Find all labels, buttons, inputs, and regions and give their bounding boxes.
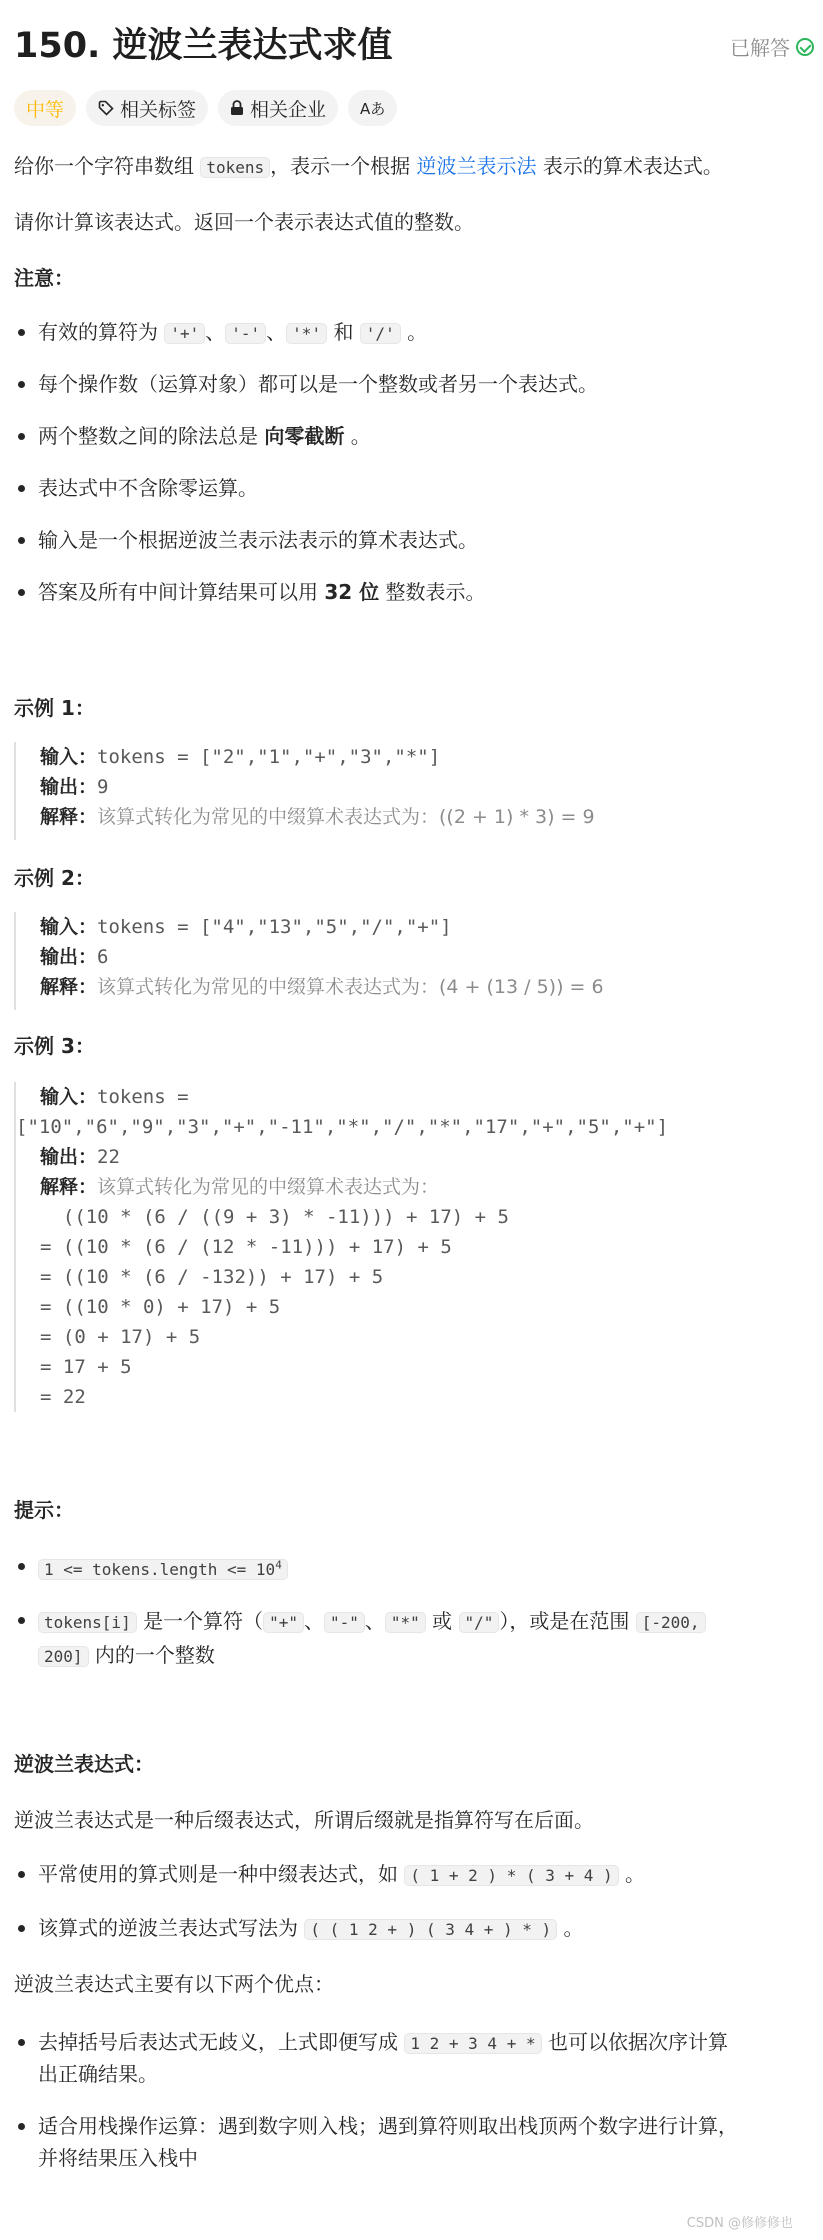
related-companies-label: 相关企业	[250, 98, 327, 121]
list-item-continuation: 并将结果压入栈中	[38, 2146, 198, 2170]
lock-icon	[230, 100, 244, 116]
list-item: 平常使用的算式则是一种中缀表达式，如 ( 1 + 2 ) * ( 3 + 4 ) 。	[14, 1858, 645, 1892]
check-circle-icon	[796, 38, 814, 56]
intro-paragraph-1	[14, 150, 723, 184]
difficulty-badge	[14, 90, 76, 126]
tag-icon	[98, 100, 114, 116]
tag-bar	[14, 90, 397, 126]
list-item: 表达式中不含除零运算。	[14, 472, 258, 504]
list-item: 去掉括号后表达式无歧义，上式即便写成 1 2 + 3 4 + * 也可以依据次序计算	[14, 2026, 728, 2060]
solved-status	[730, 32, 814, 61]
title-row	[14, 18, 814, 74]
list-item: 每个操作数（运算对象）都可以是一个整数或者另一个表达式。	[14, 368, 598, 400]
list-item: 该算式的逆波兰表达式写法为 ( ( 1 2 + ) ( 3 4 + ) * ) 。	[14, 1912, 584, 1946]
watermark: CSDN @修修修也	[686, 2216, 793, 2231]
intro-text: 表示的算术表达式。	[542, 154, 723, 178]
translate-icon: Aあ	[360, 99, 386, 118]
example-2-block: 输入：tokens = ["4","13","5","/","+"] 输出：6 解释：该算式转化为常见的中缀算术表达式为：(4 + (13 / 5)) = 6	[14, 912, 604, 1010]
difficulty-label: 中等	[26, 98, 65, 121]
note-heading: 注意：	[14, 266, 74, 290]
rpn-heading: 逆波兰表达式：	[14, 1752, 154, 1776]
intro-paragraph-2: 请你计算该表达式。返回一个表示表达式值的整数。	[14, 210, 474, 234]
related-tags-label: 相关标签	[120, 98, 197, 121]
list-item: 输入是一个根据逆波兰表示法表示的算术表达式。	[14, 524, 478, 556]
list-item	[14, 1550, 288, 1586]
related-tags-button[interactable]	[86, 90, 208, 126]
example-3-heading: 示例 3：	[14, 1034, 95, 1058]
example-2-heading: 示例 2：	[14, 866, 95, 890]
hints-heading: 提示：	[14, 1498, 74, 1522]
list-item: 有效的算符为 '+' 、 '-' 、 '*' 和 '/' 。	[14, 316, 427, 350]
example-3-block: 输入：tokens = ["10","6","9","3","+","-11","*","/","*","17","+","5","+"] 输出：22 解释：该算式转化为常见的中缀算术表达式为： ((10 * (6 / ((9 + 3) * -11))) + 17) + 5 = ((10 * (6 / (12 * -11))) + 17) + 5 = ((10 * (6 / -132)) + 17) + 5 = ((10 * 0) + 17) + 5 = (0 + 17) + 5 = 17 + 5 = 22	[14, 1082, 668, 1412]
list-item: tokens[i] 是一个算符（ "+" 、 "-" 、 "*" 或 "/" ），或是在范围 [-200,	[14, 1604, 706, 1640]
rpn-paragraph-1: 逆波兰表达式是一种后缀表达式，所谓后缀就是指算符写在后面。	[14, 1808, 594, 1832]
solved-label: 已解答	[730, 36, 790, 60]
rpn-paragraph-2: 逆波兰表达式主要有以下两个优点：	[14, 1972, 334, 1996]
example-1-heading: 示例 1：	[14, 696, 95, 720]
intro-text: 给你一个字符串数组	[14, 154, 194, 178]
intro-text: ，表示一个根据	[270, 154, 411, 178]
example-1-block: 输入：tokens = ["2","1","+","3","*"] 输出：9 解释：该算式转化为常见的中缀算术表达式为：((2 + 1) * 3) = 9	[14, 742, 595, 840]
list-item: 答案及所有中间计算结果可以用 32 位 整数表示。	[14, 576, 486, 608]
list-item: 适合用栈操作运算：遇到数字则入栈；遇到算符则取出栈顶两个数字进行计算，	[14, 2110, 738, 2142]
font-size-button[interactable]	[348, 90, 397, 126]
problem-title[interactable]: 150. 逆波兰表达式求值	[14, 26, 393, 66]
inline-code: 1 <= tokens.length <= $10^4$	[38, 1559, 288, 1580]
list-item-continuation: 出正确结果。	[38, 2062, 158, 2086]
related-companies-button[interactable]	[218, 90, 338, 126]
inline-code: tokens	[200, 157, 270, 178]
list-item-continuation: 200] 内的一个整数	[14, 1638, 215, 1674]
list-item: 两个整数之间的除法总是 向零截断 。	[14, 420, 371, 452]
rpn-link[interactable]: 逆波兰表示法	[416, 154, 537, 178]
